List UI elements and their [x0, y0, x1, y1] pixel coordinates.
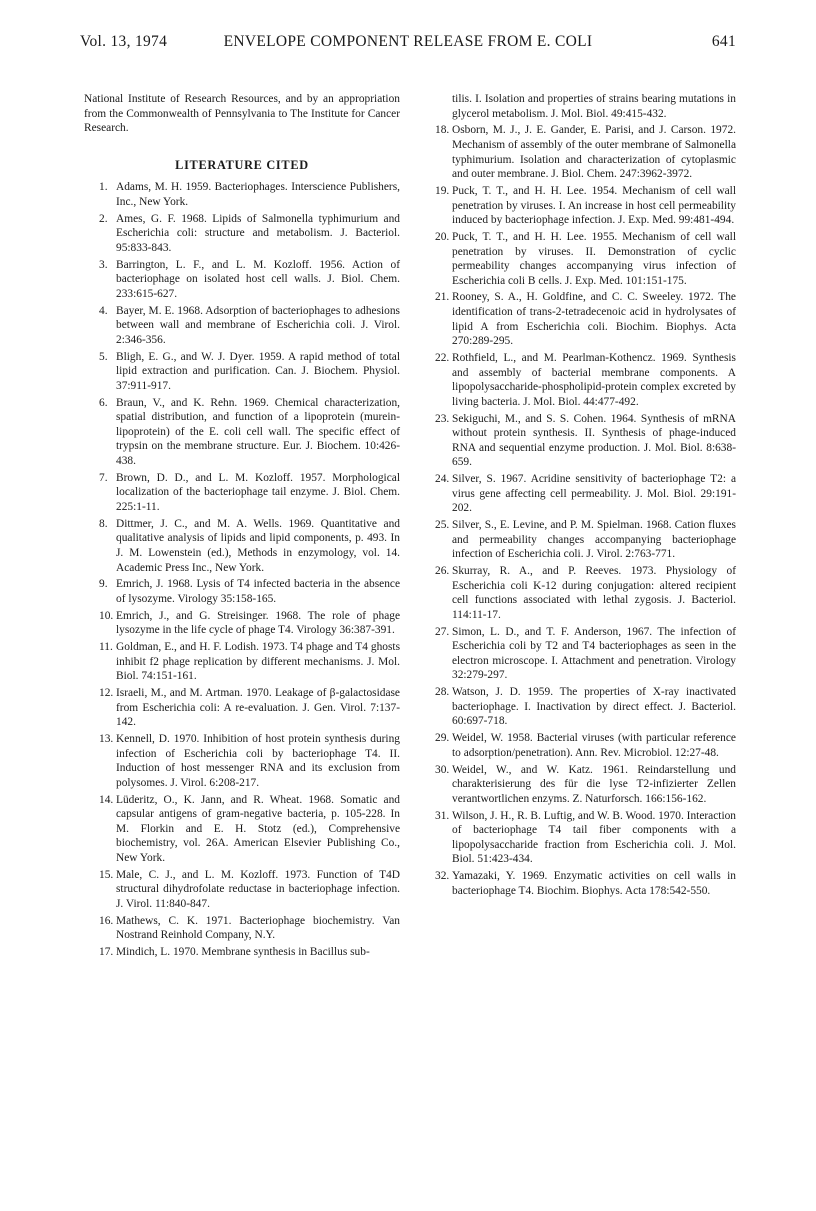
reference-number: 5.: [99, 350, 108, 363]
reference-number: 22.: [435, 352, 450, 365]
reference-number: 9.: [99, 578, 108, 591]
reference-number: 12.: [99, 687, 114, 700]
reference-text: Emrich, J. 1968. Lysis of T4 infected bacteria in the absence of lysozyme. Virology 35:158-165.: [116, 578, 400, 605]
reference-number: 25.: [435, 519, 450, 532]
reference-item: [84, 609, 400, 638]
reference-item: [420, 763, 736, 807]
reference-text: Watson, J. D. 1959. The properties of X-ray inactivated bacteriophage. I. Inactivation by direct effect. J. Bacteriol. 60:697-718.: [452, 686, 736, 728]
reference-item: [84, 471, 400, 515]
reference-text: Puck, T. T., and H. H. Lee. 1954. Mechanism of cell wall penetration by viruses. I. An increase in host cell permeability induced by bacteriophage infection. J. Exp. Med. 99:481-494.: [452, 184, 736, 227]
acknowledgment-text: National Institute of Research Resources, and by an appropriation from the Commonwealth of Pennsylvania to The Institute for Cancer Research.: [84, 93, 400, 135]
reference-item: [420, 412, 736, 470]
running-header: [80, 33, 736, 55]
reference-number: 15.: [99, 868, 114, 881]
reference-item: [84, 180, 400, 209]
reference-text: Weidel, W. 1958. Bacterial viruses (with particular reference to adsorption/penetration). Ann. Rev. Microbiol. 12:27-48.: [452, 732, 736, 759]
running-title: ENVELOPE COMPONENT RELEASE FROM E. COLI: [223, 33, 593, 50]
reference-item: [84, 686, 400, 730]
reference-text: Adams, M. H. 1959. Bacteriophages. Interscience Publishers, Inc., New York.: [116, 181, 400, 208]
reference-item: [420, 230, 736, 288]
reference-item: [420, 809, 736, 867]
reference-text: Bligh, E. G., and W. J. Dyer. 1959. A rapid method of total lipid extraction and purification. Can. J. Biochem. Physiol. 37:911-917.: [116, 350, 400, 392]
reference-item: [84, 640, 400, 684]
reference-text: Weidel, W., and W. Katz. 1961. Reindarstellung und charakterisierung des für die lyse T2-infizierter Zellen verantwortlichen enzyms. Z. Naturforsch. 166:156-162.: [452, 763, 736, 805]
reference-number: 14.: [99, 793, 114, 806]
reference-text: Bayer, M. E. 1968. Adsorption of bacteriophages to adhesions between wall and membrane of Escherichia coli. J. Virol. 2:346-356.: [116, 304, 400, 346]
volume-label: Vol. 13, 1974: [80, 33, 168, 50]
right-column: [420, 92, 736, 900]
reference-text: Osborn, M. J., J. E. Gander, E. Parisi, and J. Carson. 1972. Mechanism of assembly of the outer membrane of Salmonella typhimurium. Isolation and characterization of cytoplasmic and outer membrane. J. Biol. Chem. 247:3962-3972.: [452, 124, 736, 181]
reference-list-left: [84, 180, 400, 959]
reference-number: 17.: [99, 946, 114, 959]
reference-item: [420, 290, 736, 348]
reference-item: [420, 625, 736, 683]
reference-item: [84, 350, 400, 394]
reference-text: Silver, S., E. Levine, and P. M. Spielman. 1968. Cation fluxes and permeability changes accompanying bacteriophage infection of Escherichia coli. J. Virol. 2:763-771.: [452, 519, 736, 561]
reference-text: Rothfield, L., and M. Pearlman-Kothencz. 1969. Synthesis and assembly of bacterial membrane components. A lipopolysaccharide-phospholipid-protein complex excreted by living bacteria. J. Mol. Biol. 44:477-492.: [452, 352, 736, 408]
reference-number: 16.: [99, 914, 114, 927]
reference-number: 8.: [99, 517, 108, 530]
reference-item: [84, 914, 400, 943]
reference-item: [420, 518, 736, 562]
reference-number: 27.: [435, 625, 450, 638]
reference-text: Wilson, J. H., R. B. Luftig, and W. B. Wood. 1970. Interaction of bacteriophage T4 tail fiber components with a lipopolysaccharide fraction from Escherichia coli. J. Mol. Biol. 51:423-434.: [452, 809, 736, 866]
reference-text: Silver, S. 1967. Acridine sensitivity of bacteriophage T2: a virus gene affecting cell permeability. J. Mol. Biol. 29:191-202.: [452, 473, 736, 515]
reference-number: 13.: [99, 733, 114, 745]
reference-text: Skurray, R. A., and P. Reeves. 1973. Physiology of Escherichia coli K-12 during conjugation: altered recipient cell functions associated with lethal zygosis. J. Bacteriol. 114:11-17.: [452, 565, 736, 621]
reference-number: 23.: [435, 412, 450, 425]
reference-number: 1.: [99, 181, 108, 194]
reference-number: 10.: [99, 609, 114, 622]
reference-text: Ames, G. F. 1968. Lipids of Salmonella typhimurium and Escherichia coli: structure and metabolism. J. Bacteriol. 95:833-843.: [116, 212, 400, 254]
reference-text: Barrington, L. F., and L. M. Kozloff. 1956. Action of bacteriophage on isolated host cell walls. J. Biol. Chem. 233:615-627.: [116, 258, 400, 300]
reference-text: Goldman, E., and H. F. Lodish. 1973. T4 phage and T4 ghosts inhibit f2 phage replication by different mechanisms. J. Mol. Biol. 74:151-161.: [116, 641, 400, 683]
reference-item: [84, 517, 400, 575]
reference-item: [420, 472, 736, 516]
reference-text: Mindich, L. 1970. Membrane synthesis in Bacillus sub-: [116, 946, 370, 959]
reference-text: Kennell, D. 1970. Inhibition of host protein synthesis during infection of Escherichia coli by bacteriophage T4. II. Induction of host messenger RNA and its exclusion from polysomes. J. Virol. 6:208-217.: [116, 733, 400, 789]
reference-number: 18.: [435, 124, 450, 137]
reference-item: [84, 868, 400, 912]
reference-number: 24.: [435, 473, 450, 486]
reference-number: 30.: [435, 763, 450, 776]
reference-text: Mathews, C. K. 1971. Bacteriophage biochemistry. Van Nostrand Reinhold Company, N.Y.: [116, 914, 400, 942]
reference-number: 21.: [435, 291, 450, 304]
reference-text: Lüderitz, O., K. Jann, and R. Wheat. 1968. Somatic and capsular antigens of gram-negative bacteria, p. 105-228. In M. Florkin and E. H. Stotz (ed.), Comprehensive biochemistry, vol. 26A. American Elsevier Publishing Co., New York.: [116, 793, 400, 864]
reference-text: Israeli, M., and M. Artman. 1970. Leakage of β-galactosidase from Escherichia coli: A re-evaluation. J. Gen. Virol. 7:137-142.: [116, 687, 400, 729]
reference-item: [420, 685, 736, 729]
left-column: [84, 92, 400, 962]
reference-number: 11.: [99, 641, 113, 654]
reference-number: 2.: [99, 212, 108, 225]
reference-number: 31.: [435, 809, 450, 822]
reference-text: Male, C. J., and L. M. Kozloff. 1973. Function of T4D structural dihydrofolate reductase in bacteriophage infection. J. Virol. 11:840-847.: [116, 868, 400, 910]
reference-item: [84, 945, 400, 960]
reference-item: [84, 732, 400, 790]
reference-item: [420, 869, 736, 898]
reference-number: 19.: [435, 184, 450, 197]
reference-item: [84, 304, 400, 348]
reference-number: 32.: [435, 870, 450, 883]
reference-item: [84, 258, 400, 302]
reference-number: 6.: [99, 396, 108, 409]
reference-text: Brown, D. D., and L. M. Kozloff. 1957. Morphological localization of the bacteriophage tail enzyme. J. Biol. Chem. 225:1-11.: [116, 471, 400, 513]
reference-item: [420, 731, 736, 760]
reference-number: 4.: [99, 304, 108, 317]
reference-text: Yamazaki, Y. 1969. Enzymatic activities on cell walls in bacteriophage T4. Biochim. Biophys. Acta 178:542-550.: [452, 870, 736, 897]
reference-item: [84, 396, 400, 469]
reference-item: [420, 351, 736, 409]
reference-text: Puck, T. T., and H. H. Lee. 1955. Mechanism of cell wall penetration by viruses. II. Demonstration of cyclic permeability changes accompanying virus infection of Escherichia coli B cells. J. Exp. Med. 101:151-175.: [452, 230, 736, 287]
reference-number: 29.: [435, 732, 450, 745]
page-number: 641: [711, 33, 736, 50]
reference-text: Simon, L. D., and T. F. Anderson, 1967. The infection of Escherichia coli by T2 and T4 bacteriophages as seen in the electron microscope. I. Attachment and penetration. Virology 32:279-297.: [452, 625, 736, 682]
reference-item: [84, 212, 400, 256]
reference-item: [420, 564, 736, 622]
reference-text: Braun, V., and K. Rehn. 1969. Chemical characterization, spatial distribution, and function of a lipoprotein (murein-lipoprotein) of the E. coli cell wall. The specific effect of trypsin on the membrane structure. Eur. J. Biochem. 10:426-438.: [116, 396, 400, 467]
reference-continuation: tilis. I. Isolation and properties of strains bearing mutations in glycerol metabolism. J. Mol. Biol. 49:415-432.: [452, 93, 736, 120]
reference-item: [420, 123, 736, 181]
reference-text: Sekiguchi, M., and S. S. Cohen. 1964. Synthesis of mRNA without protein synthesis. II. Synthesis of phage-induced RNA and sequential enzyme production. J. Mol. Biol. 8:638-659.: [452, 412, 736, 469]
reference-item: [84, 577, 400, 606]
reference-list-right: [420, 123, 736, 898]
reference-number: 3.: [99, 258, 108, 271]
reference-number: 26.: [435, 565, 450, 578]
reference-number: 7.: [99, 471, 108, 484]
reference-text: Rooney, S. A., H. Goldfine, and C. C. Sweeley. 1972. The identification of trans-2-tetradecenoic acid in hydrolysates of lipid A from Escherichia coli. Biochim. Biophys. Acta 270:289-295.: [452, 291, 736, 348]
reference-number: 28.: [435, 686, 450, 699]
reference-text: Dittmer, J. C., and M. A. Wells. 1969. Quantitative and qualitative analysis of lipids and lipid components, p. 493. In J. M. Lowenstein (ed.), Methods in enzymology, vol. 14. Academic Press Inc., New York.: [116, 517, 400, 574]
reference-item: [420, 184, 736, 228]
reference-number: 20.: [435, 230, 450, 243]
reference-text: Emrich, J., and G. Streisinger. 1968. The role of phage lysozyme in the life cycle of phage T4. Virology 36:387-391.: [116, 609, 400, 637]
section-title: LITERATURE CITED: [175, 157, 309, 172]
reference-item: [84, 793, 400, 866]
